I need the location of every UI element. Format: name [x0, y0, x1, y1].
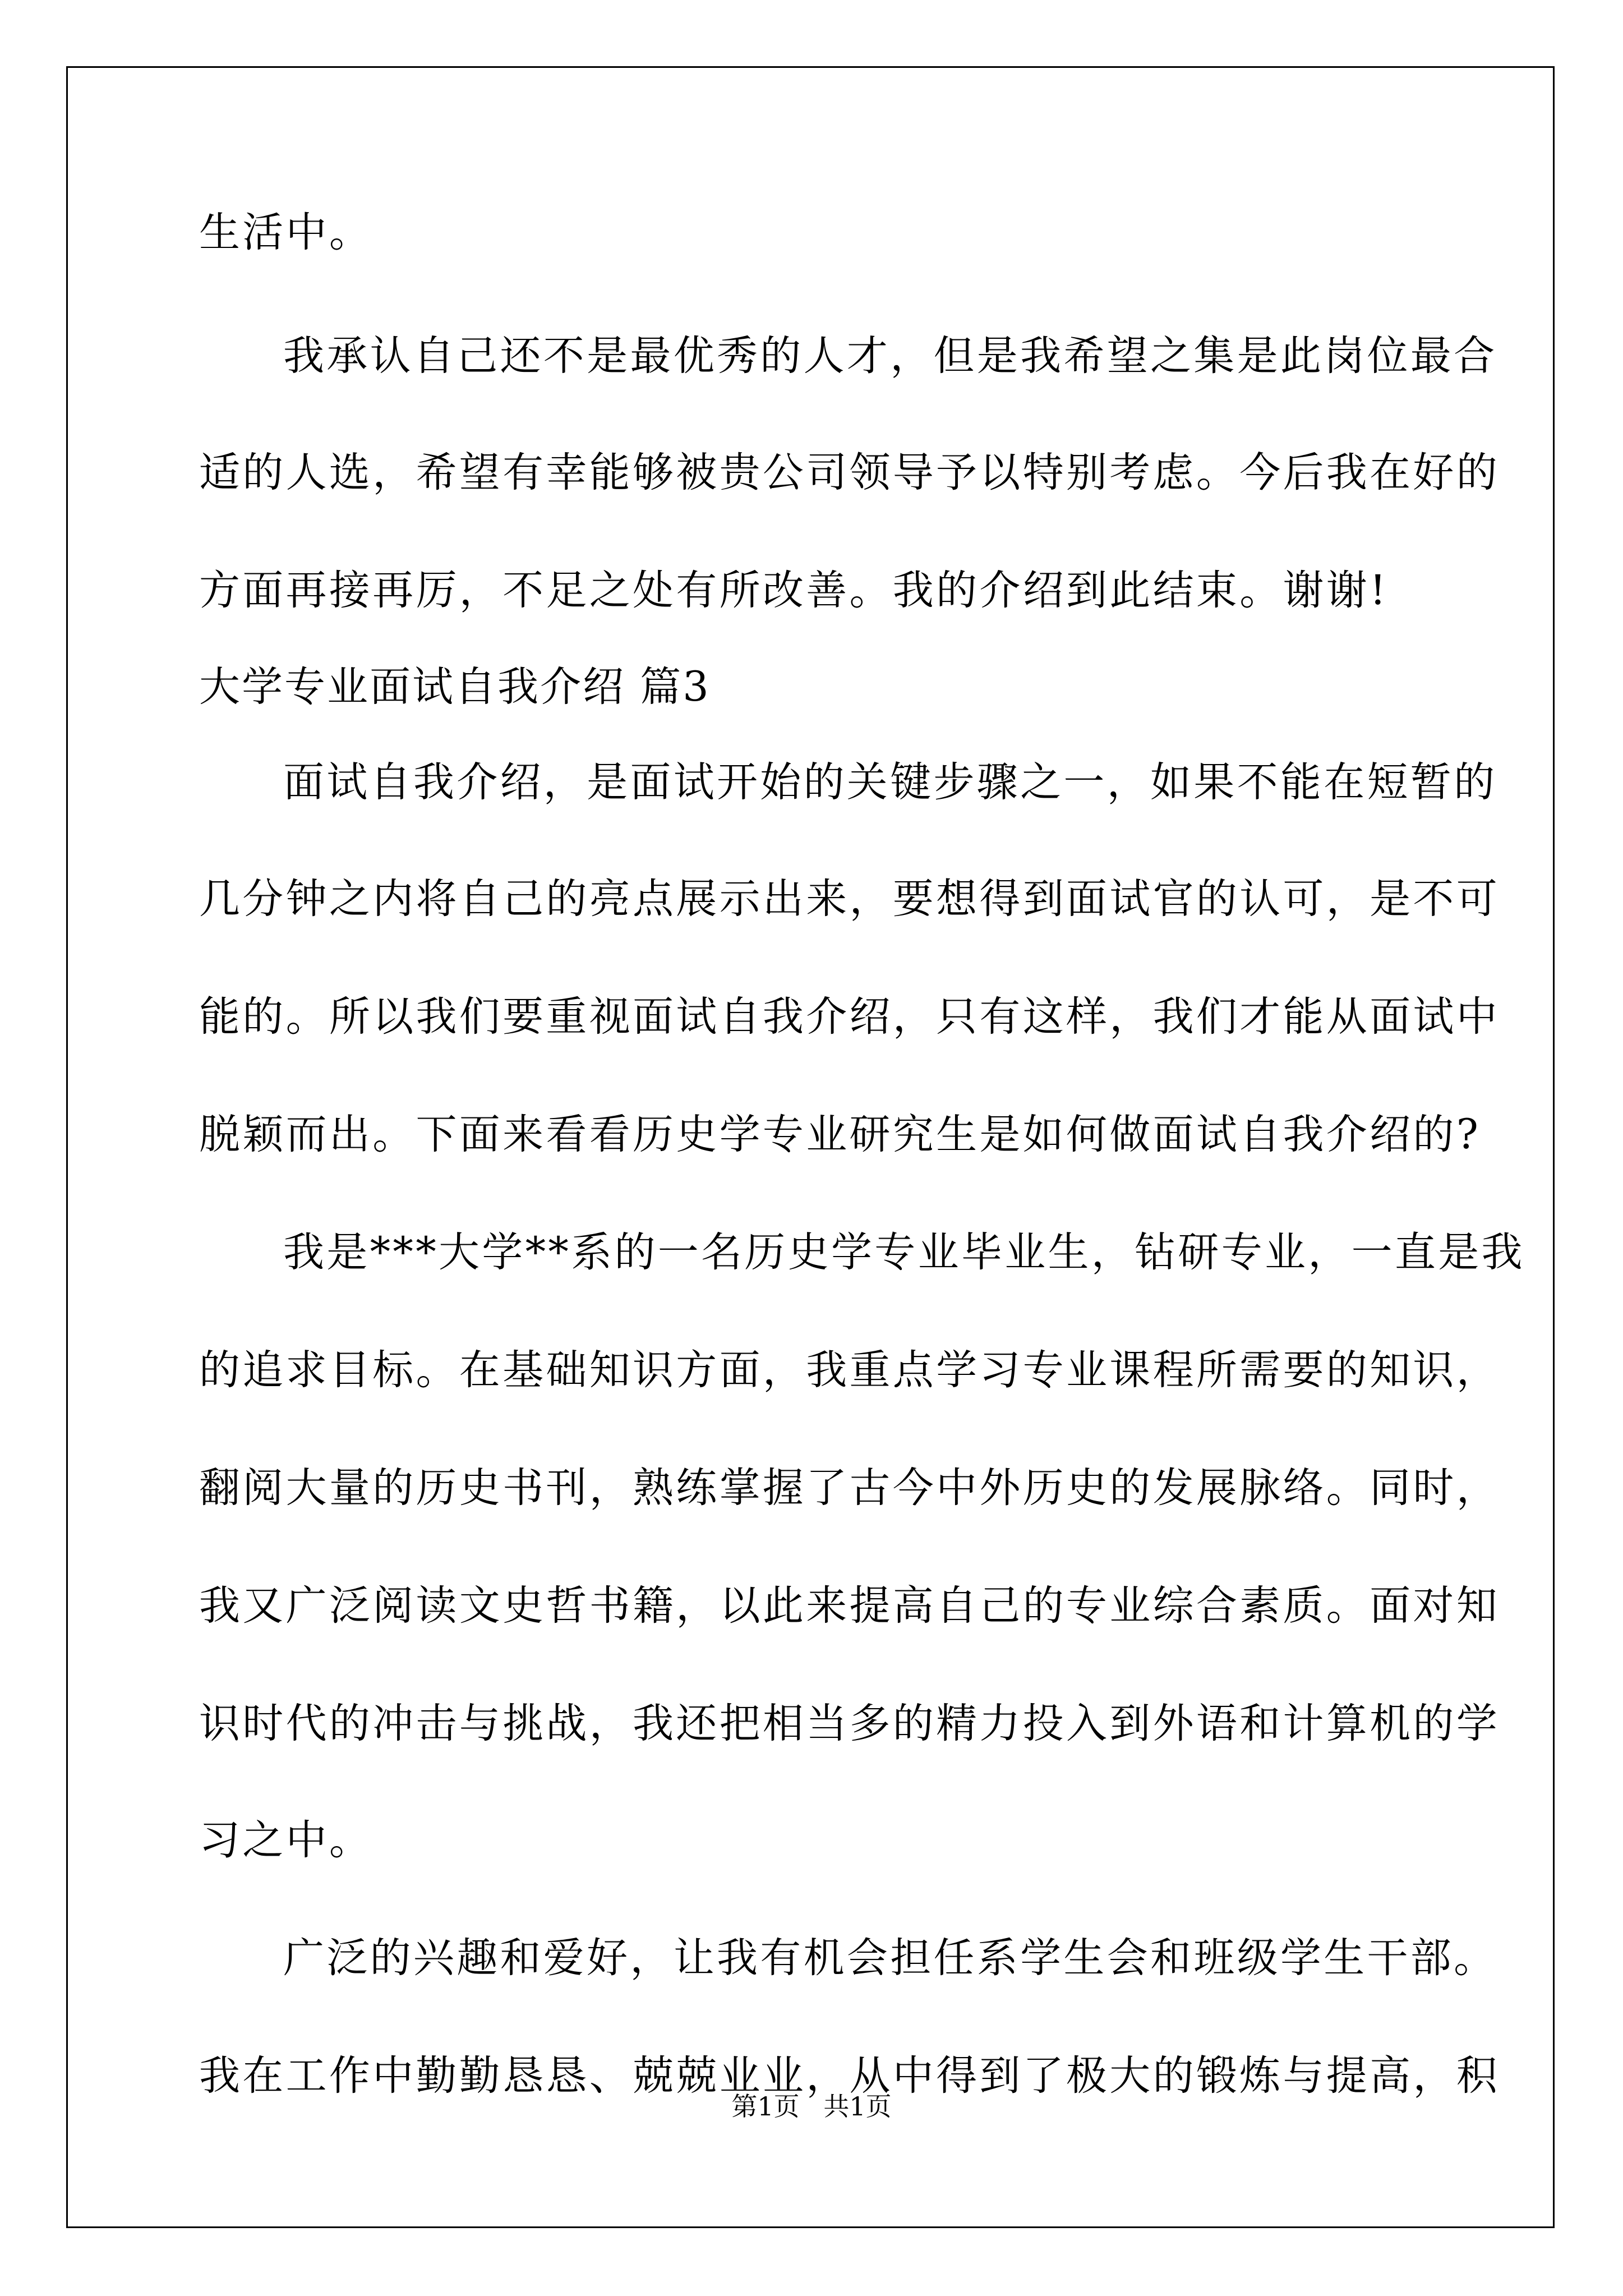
text-line: 方面再接再厉，不足之处有所改善。我的介绍到此结束。谢谢! [199, 567, 1389, 614]
paragraph-line: 我是***大学**系的一名历史学专业毕业生，钻研专业，一直是我 [283, 1228, 1525, 1276]
text-line: 我又广泛阅读文史哲书籍，以此来提高自己的专业综合素质。面对知 [199, 1582, 1500, 1630]
paragraph-line: 面试自我介绍，是面试开始的关键步骤之一，如果不能在短暂的 [283, 758, 1497, 806]
paragraph-line: 我承认自己还不是最优秀的人才，但是我希望之集是此岗位最合 [283, 332, 1497, 380]
text-line: 脱颖而出。下面来看看历史学专业研究生是如何做面试自我介绍的? [199, 1111, 1481, 1158]
text-line: 适的人选，希望有幸能够被贵公司领导予以特别考虑。今后我在好的 [199, 449, 1500, 496]
text-line: 我在工作中勤勤恳恳、兢兢业业，从中得到了极大的锻炼与提高，积 [199, 2052, 1500, 2100]
text-line: 的追求目标。在基础知识方面，我重点学习专业课程所需要的知识， [199, 1346, 1500, 1394]
text-line: 翻阅大量的历史书刊，熟练掌握了古今中外历史的发展脉络。同时， [199, 1464, 1500, 1512]
text-line: 几分钟之内将自己的亮点展示出来，要想得到面试官的认可，是不可 [199, 875, 1500, 923]
text-line: 识时代的冲击与挑战，我还把相当多的精力投入到外语和计算机的学 [199, 1700, 1500, 1747]
paragraph-line: 广泛的兴趣和爱好，让我有机会担任系学生会和班级学生干部。 [283, 1934, 1497, 1982]
section-heading: 大学专业面试自我介绍 篇3 [199, 663, 711, 711]
text-line: 习之中。 [199, 1816, 373, 1864]
page-footer [0, 2090, 1623, 2123]
page-number: 第1页 [731, 2091, 800, 2122]
page-total: 共1页 [823, 2091, 892, 2122]
text-line: 能的。所以我们要重视面试自我介绍，只有这样，我们才能从面试中 [199, 993, 1500, 1041]
text-line: 生活中。 [199, 209, 373, 256]
